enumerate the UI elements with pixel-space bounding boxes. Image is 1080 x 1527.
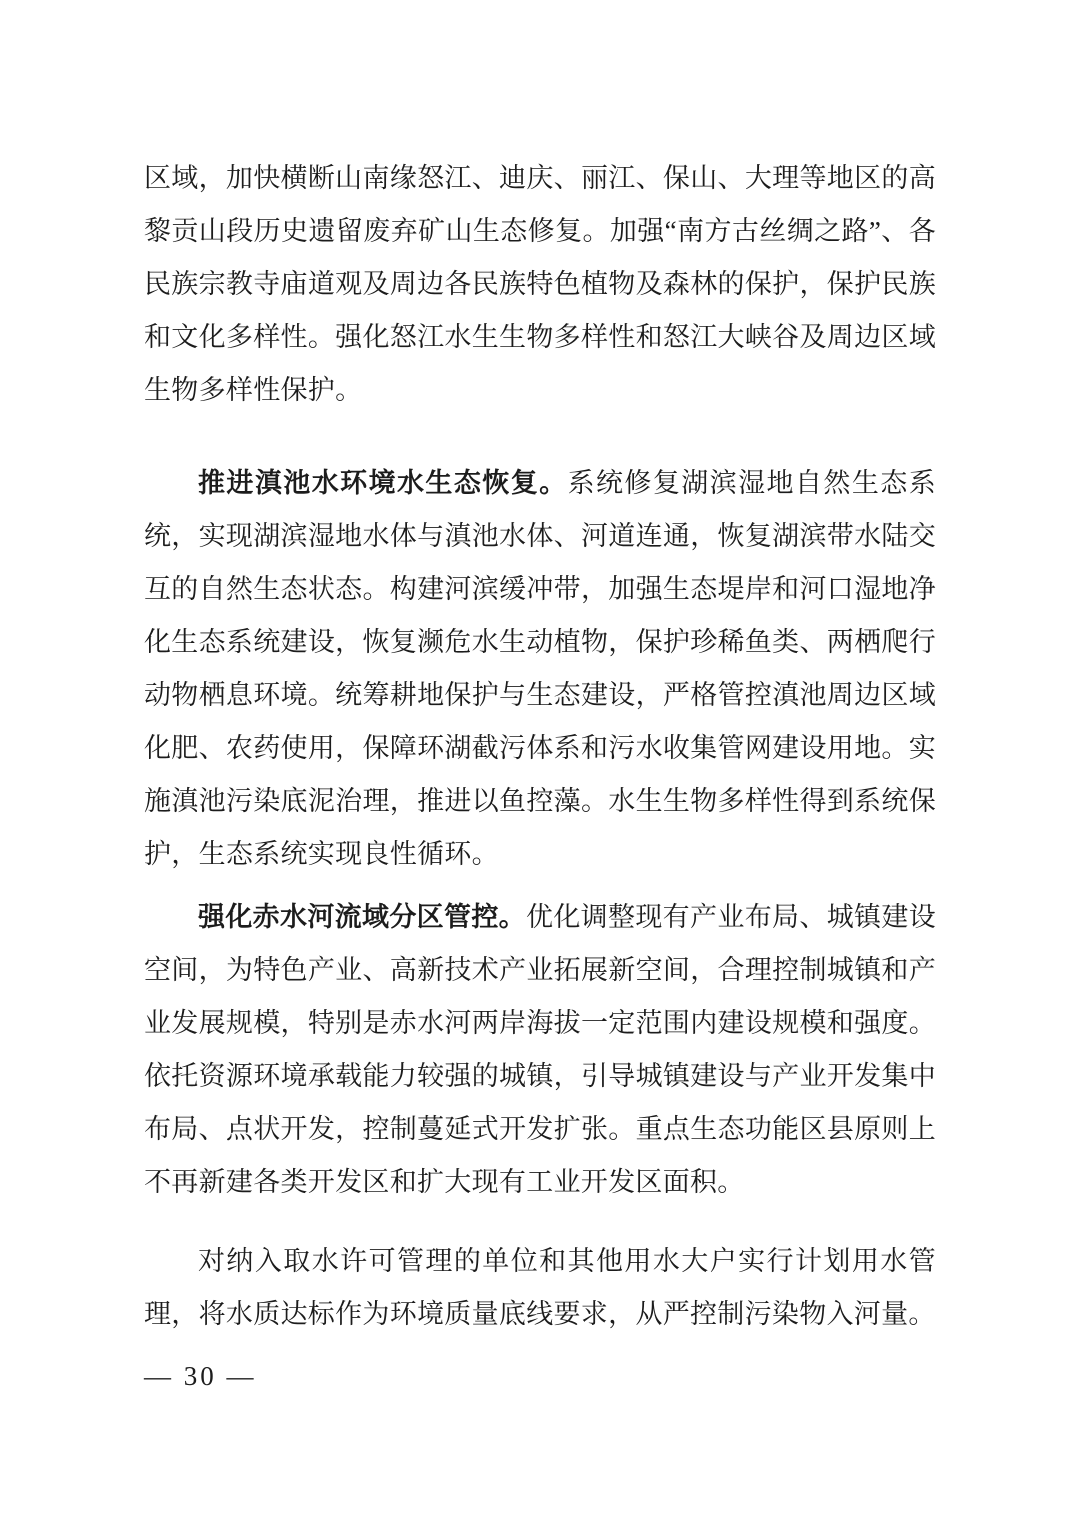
paragraph-water-permit <box>144 1235 936 1341</box>
paragraph-text: 区域，加快横断山南缘怒江、迪庆、丽江、保山、大理等地区的高黎贡山段历史遗留废弃矿山生态修复。加强“南方古丝绸之路”、各民族宗教寺庙道观及周边各民族特色植物及森林的保护，保护民族和文化多样性。强化怒江水生生物多样性和怒江大峡谷及周边区域生物多样性保护。 <box>144 163 936 405</box>
paragraph-lead-bold: 强化赤水河流域分区管控。 <box>198 902 527 932</box>
paragraph-text: 系统修复湖滨湿地自然生态系统，实现湖滨湿地水体与滇池水体、河道连通，恢复湖滨带水陆交互的自然生态状态。构建河滨缓冲带，加强生态堤岸和河口湿地净化生态系统建设，恢复濒危水生动植物，保护珍稀鱼类、两栖爬行动物栖息环境。统筹耕地保护与生态建设，严格管控滇池周边区域化肥、农药使用，保障环湖截污体系和污水收集管网建设用地。实施滇池污染底泥治理，推进以鱼控藻。水生生物多样性得到系统保护，生态系统实现良性循环。 <box>144 468 936 869</box>
paragraph-text: 对纳入取水许可管理的单位和其他用水大户实行计划用水管理，将水质达标作为环境质量底线要求，从严控制污染物入河量。 <box>144 1246 936 1329</box>
paragraph-text: 优化调整现有产业布局、城镇建设空间，为特色产业、高新技术产业拓展新空间，合理控制城镇和产业发展规模，特别是赤水河两岸海拔一定范围内建设规模和强度。依托资源环境承载能力较强的城镇，引导城镇建设与产业开发集中布局、点状开发，控制蔓延式开发扩张。重点生态功能区县原则上不再新建各类开发区和扩大现有工业开发区面积。 <box>144 902 936 1197</box>
paragraph-chishui <box>144 891 936 1209</box>
document-body <box>144 152 936 1341</box>
paragraph-continuation <box>144 152 936 417</box>
page-number: — 30 — <box>144 1361 257 1391</box>
paragraph-dianchi <box>144 457 936 881</box>
paragraph-lead-bold: 推进滇池水环境水生态恢复。 <box>198 468 568 498</box>
